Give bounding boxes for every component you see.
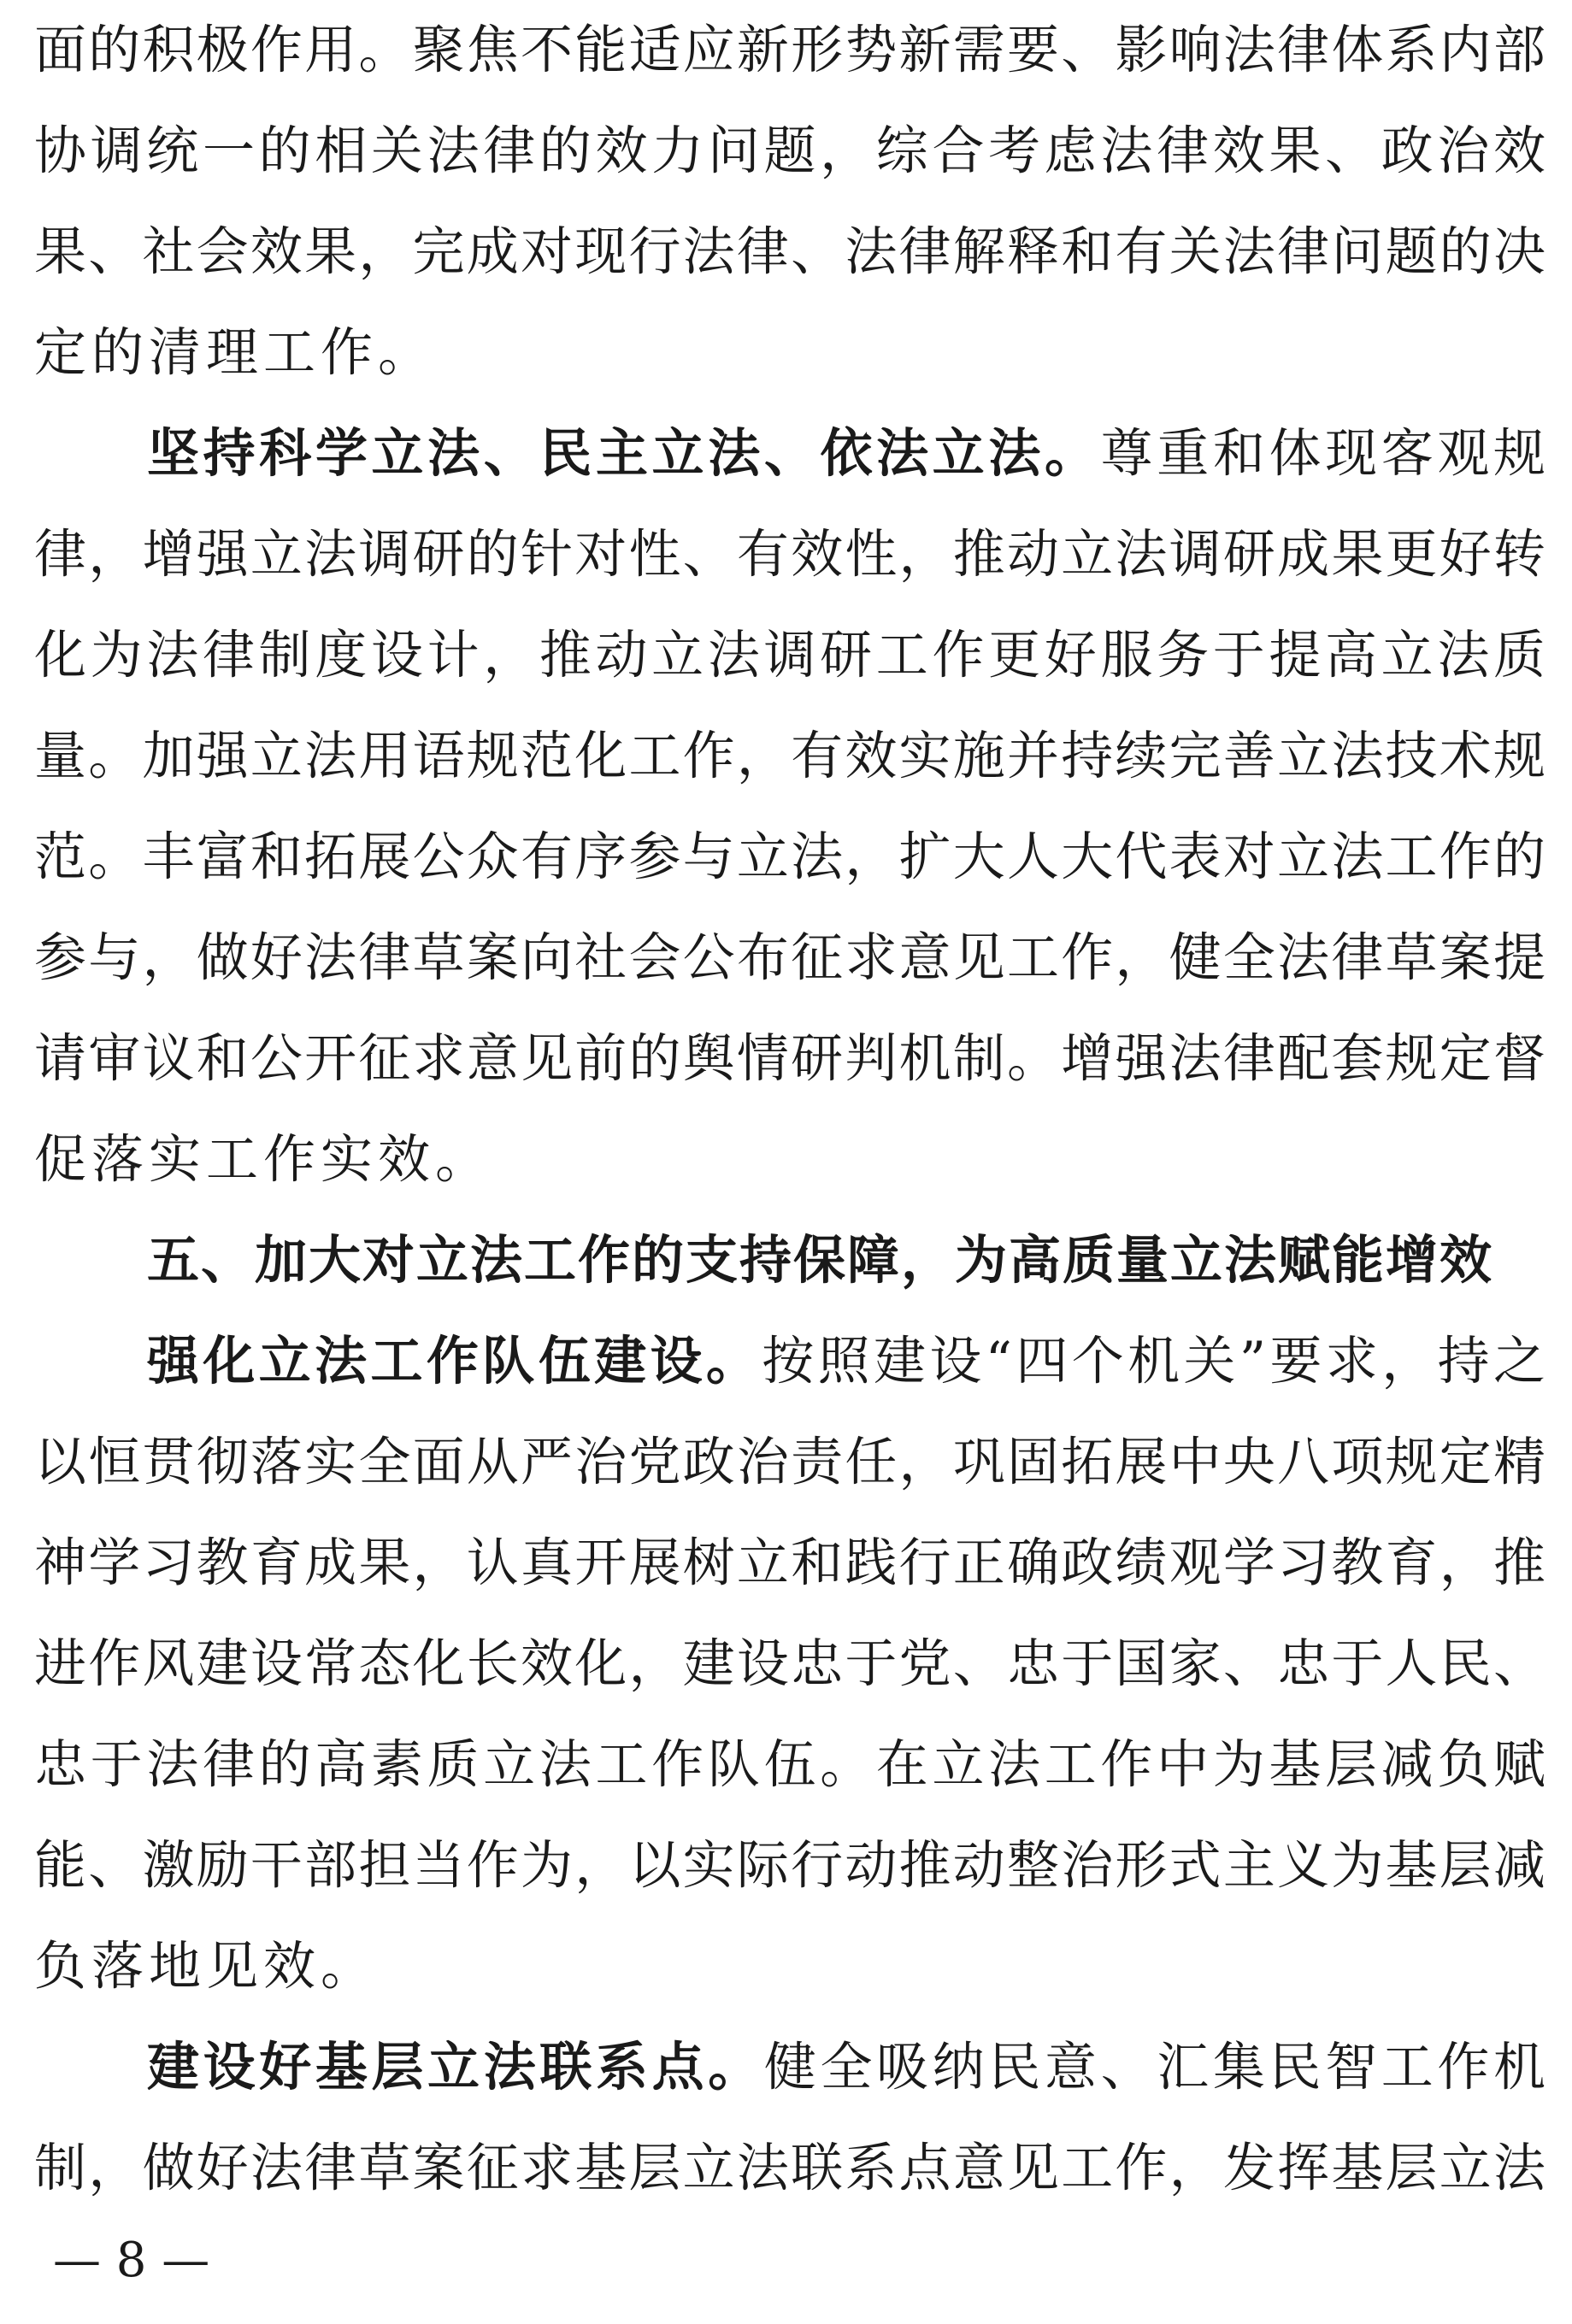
text-line-first	[34, 1311, 1546, 1412]
paragraph-scientific-legislation	[34, 403, 1546, 1210]
paragraph-text: 按照建设“四个机关”要求，持之	[762, 1331, 1546, 1391]
text-line: 参与，做好法律草案向社会公布征求意见工作，健全法律草案提	[34, 927, 1546, 988]
text-line: 请审议和公开征求意见前的舆情研判机制。增强法律配套规定督	[34, 1028, 1546, 1089]
section-heading: 五、加大对立法工作的支持保障，为高质量立法赋能增效	[147, 1230, 1494, 1291]
paragraph-lead: 强化立法工作队伍建设。	[147, 1331, 762, 1391]
paragraph-lead: 建设好基层立法联系点。	[147, 2037, 764, 2097]
text-line: 面的积极作用。聚焦不能适应新形势新需要、影响法律体系内部	[34, 20, 1546, 80]
text-line: 化为法律制度设计，推动立法调研工作更好服务于提高立法质	[34, 625, 1546, 685]
text-line: 负落地见效。	[34, 1936, 379, 1997]
paragraph-team-building	[34, 1311, 1546, 2017]
text-line: 律，增强立法调研的针对性、有效性，推动立法调研成果更好转	[34, 524, 1546, 585]
text-line: 能、激励干部担当作为，以实际行动推动整治形式主义为基层减	[34, 1835, 1546, 1896]
text-line: 制，做好法律草案征求基层立法联系点意见工作，发挥基层立法	[34, 2138, 1546, 2198]
paragraph-grassroots-contact-points	[34, 2017, 1546, 2219]
text-line: 神学习教育成果，认真开展树立和践行正确政绩观学习教育，推	[34, 1533, 1546, 1593]
paragraph-text: 尊重和体现客观规	[1100, 423, 1546, 484]
text-line: 定的清理工作。	[34, 322, 436, 383]
text-line: 协调统一的相关法律的效力问题，综合考虑法律效果、政治效	[34, 121, 1546, 181]
text-line: 果、社会效果，完成对现行法律、法律解释和有关法律问题的决	[34, 221, 1546, 282]
text-line: 量。加强立法用语规范化工作，有效实施并持续完善立法技术规	[34, 726, 1546, 786]
text-line: 范。丰富和拓展公众有序参与立法，扩大人大代表对立法工作的	[34, 827, 1546, 887]
text-line-first	[34, 403, 1546, 504]
paragraph-lead: 坚持科学立法、民主立法、依法立法。	[147, 423, 1101, 484]
text-line: 以恒贯彻落实全面从严治党政治责任，巩固拓展中央八项规定精	[34, 1432, 1546, 1492]
paragraph-legal-cleanup	[34, 0, 1546, 403]
text-line: 忠于法律的高素质立法工作队伍。在立法工作中为基层减负赋	[34, 1734, 1546, 1795]
text-line-first	[34, 2017, 1546, 2118]
page-number: — 8 —	[53, 2233, 210, 2288]
paragraph-text: 健全吸纳民意、汇集民智工作机	[763, 2037, 1546, 2097]
text-line: 进作风建设常态化长效化，建设忠于党、忠于国家、忠于人民、	[34, 1633, 1546, 1694]
document-page	[34, 0, 1546, 2219]
text-line: 促落实工作实效。	[34, 1129, 493, 1190]
